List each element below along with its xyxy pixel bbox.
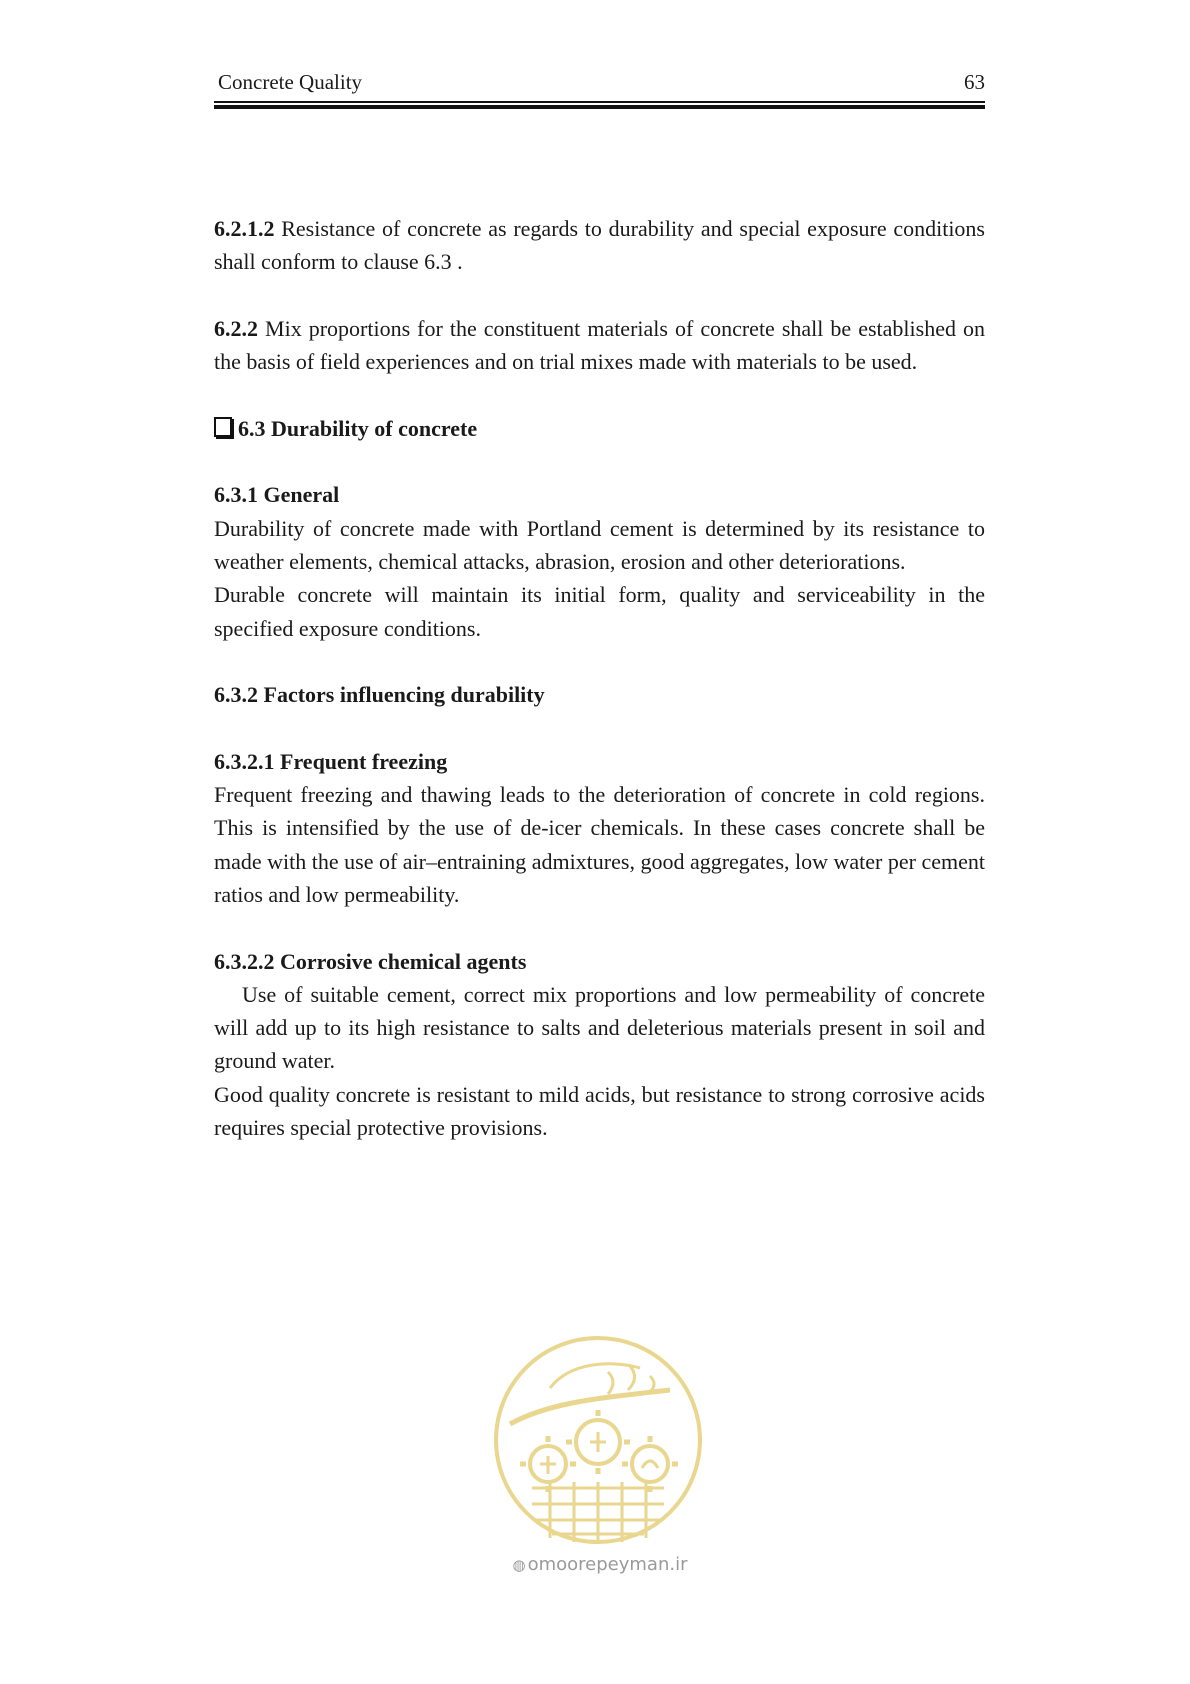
clause-number: 6.2.2 xyxy=(214,315,258,341)
heading-6-3-2-1: 6.3.2.1 Frequent freezing xyxy=(214,748,448,774)
clause-text: Resistance of concrete as regards to durability and special exposure conditions shall conform to clause 6.3 . xyxy=(214,216,985,275)
section-heading-6-3 xyxy=(214,412,985,445)
corrosive-paragraph-2: Good quality concrete is resistant to mild acids, but resistance to strong corrosive acids requires special protective provisions. xyxy=(214,1081,985,1141)
clause-number: 6.2.1.2 xyxy=(214,216,275,241)
general-paragraph-1: Durability of concrete made with Portland cement is determined by its resistance to weather elements, chemical attacks, abrasion, erosion and other deteriorations. xyxy=(214,515,985,574)
paragraph-6-2-1-2 xyxy=(214,212,985,279)
watermark-site xyxy=(500,1554,700,1575)
section-heading-text: 6.3 Durability of concrete xyxy=(238,415,478,441)
watermark-logo xyxy=(490,1332,706,1548)
header-rule-thin xyxy=(214,101,985,103)
heading-6-3-2: 6.3.2 Factors influencing durability xyxy=(214,682,545,708)
clause-text: Mix proportions for the constituent materials of concrete shall be established on the basis of field experiences and on trial mixes made with materials to be used. xyxy=(214,315,985,375)
heading-6-3-2-2: 6.3.2.2 Corrosive chemical agents xyxy=(214,948,527,974)
header-rule-thick xyxy=(214,105,985,109)
paragraph-6-2-2 xyxy=(214,312,985,379)
heading-6-3-1: 6.3.1 General xyxy=(214,482,340,508)
page-number: 63 xyxy=(964,70,985,94)
running-header xyxy=(214,70,985,96)
freezing-paragraph: Frequent freezing and thawing leads to the deterioration of concrete in cold regions. This is intensified by the use of de-icer chemicals. In these cases concrete shall be made with the use of air–entraining admixtures, good aggregates, low water per cement ratios and low permeability. xyxy=(214,782,985,907)
page-body xyxy=(214,212,985,1144)
header-title: Concrete Quality xyxy=(218,70,363,94)
watermark-site-text: omoorepeyman.ir xyxy=(527,1554,688,1575)
checkbox-bullet-icon xyxy=(214,417,232,437)
corrosive-paragraph-1: Use of suitable cement, correct mix proportions and low permeability of concrete will add up to its high resistance to salts and deleterious materials present in soil and ground water. xyxy=(214,981,985,1074)
general-paragraph-2: Durable concrete will maintain its initial form, quality and serviceability in the specified exposure conditions. xyxy=(214,582,985,641)
web-icon: ◍ xyxy=(512,1556,526,1574)
